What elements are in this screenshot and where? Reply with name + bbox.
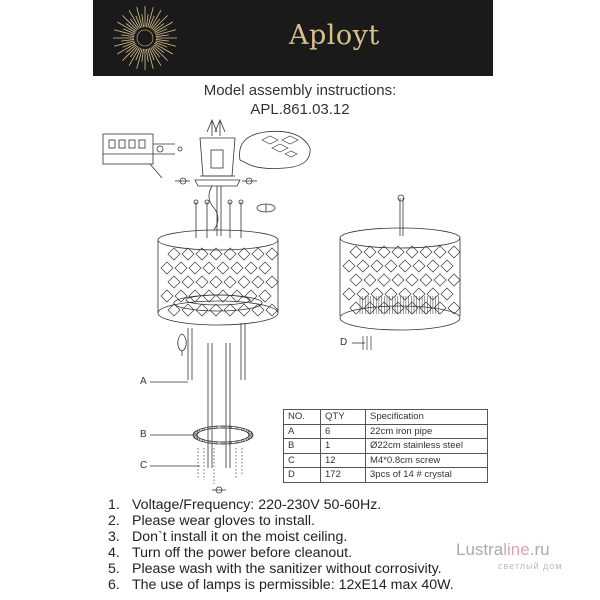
- item-text: Voltage/Frequency: 220-230V 50-60Hz.: [132, 497, 382, 513]
- watermark-logo: [456, 540, 550, 560]
- cell-spec: M4*0.8cm screw: [366, 453, 488, 468]
- table-row: [284, 468, 488, 483]
- item-number: 3.: [108, 529, 120, 545]
- watermark-tagline: светлый дом: [498, 561, 563, 571]
- cell-qty: 1: [321, 439, 366, 454]
- item-number: 6.: [108, 577, 120, 593]
- item-number: 4.: [108, 545, 120, 561]
- item-text: Turn off the power before cleanout.: [132, 545, 353, 561]
- table-row: [284, 424, 488, 439]
- long-pipes: [178, 323, 245, 468]
- watermark-part1: Lustra: [456, 540, 504, 559]
- label-a: A: [140, 376, 147, 387]
- page-title: Model assembly instructions:: [203, 82, 397, 99]
- cell-qty: 6: [321, 424, 366, 439]
- item-text: The use of lamps is permissible: 12xE14 max 40W.: [132, 577, 454, 593]
- list-item: [108, 529, 454, 545]
- wiring-block-icon: [103, 134, 182, 178]
- cell-no: B: [284, 439, 321, 454]
- cell-no: D: [284, 468, 321, 483]
- list-item: [108, 545, 454, 561]
- watermark-part3: .ru: [529, 540, 550, 559]
- table-header-row: [284, 410, 488, 425]
- cell-spec: Ø22cm stainless steel: [366, 439, 488, 454]
- list-item: [108, 577, 454, 593]
- crystal-strands: [198, 448, 242, 484]
- assembled-lamp: [340, 195, 460, 330]
- label-c: C: [140, 460, 148, 471]
- bulb-icon: [178, 334, 186, 351]
- list-item: [108, 561, 454, 577]
- cell-spec: 22cm iron pipe: [366, 424, 488, 439]
- cell-no: C: [284, 453, 321, 468]
- col-header-qty: QTY: [321, 410, 366, 425]
- support-rods: [194, 200, 243, 238]
- stainless-ring: [193, 426, 253, 444]
- spec-table: [283, 409, 488, 483]
- list-item: [108, 513, 454, 529]
- table-row: [284, 439, 488, 454]
- item-number: 2.: [108, 513, 120, 529]
- label-b: B: [140, 429, 147, 440]
- item-text: Please wash with the sanitizer without corrosivity.: [132, 561, 442, 577]
- item-number: 1.: [108, 497, 120, 513]
- model-number: APL.861.03.12: [250, 101, 350, 118]
- col-header-spec: Specification: [366, 410, 488, 425]
- list-item: [108, 497, 454, 513]
- cell-qty: 172: [321, 468, 366, 483]
- cell-qty: 12: [321, 453, 366, 468]
- col-header-no: NO.: [284, 410, 321, 425]
- item-text: Don`t install it on the moist ceiling.: [132, 529, 348, 545]
- item-text: Please wear gloves to install.: [132, 513, 315, 529]
- cell-no: A: [284, 424, 321, 439]
- table-row: [284, 453, 488, 468]
- cell-spec: 3pcs of 14 # crystal: [366, 468, 488, 483]
- item-number: 5.: [108, 561, 120, 577]
- label-d: D: [340, 337, 348, 348]
- instructions-list: [108, 497, 454, 593]
- crystal-drum-left: [158, 230, 278, 325]
- brand-name: Aployt: [289, 20, 380, 51]
- brand-header: [93, 0, 493, 76]
- watermark-part2: line: [503, 540, 530, 559]
- ceiling-mount-icon: [175, 120, 310, 186]
